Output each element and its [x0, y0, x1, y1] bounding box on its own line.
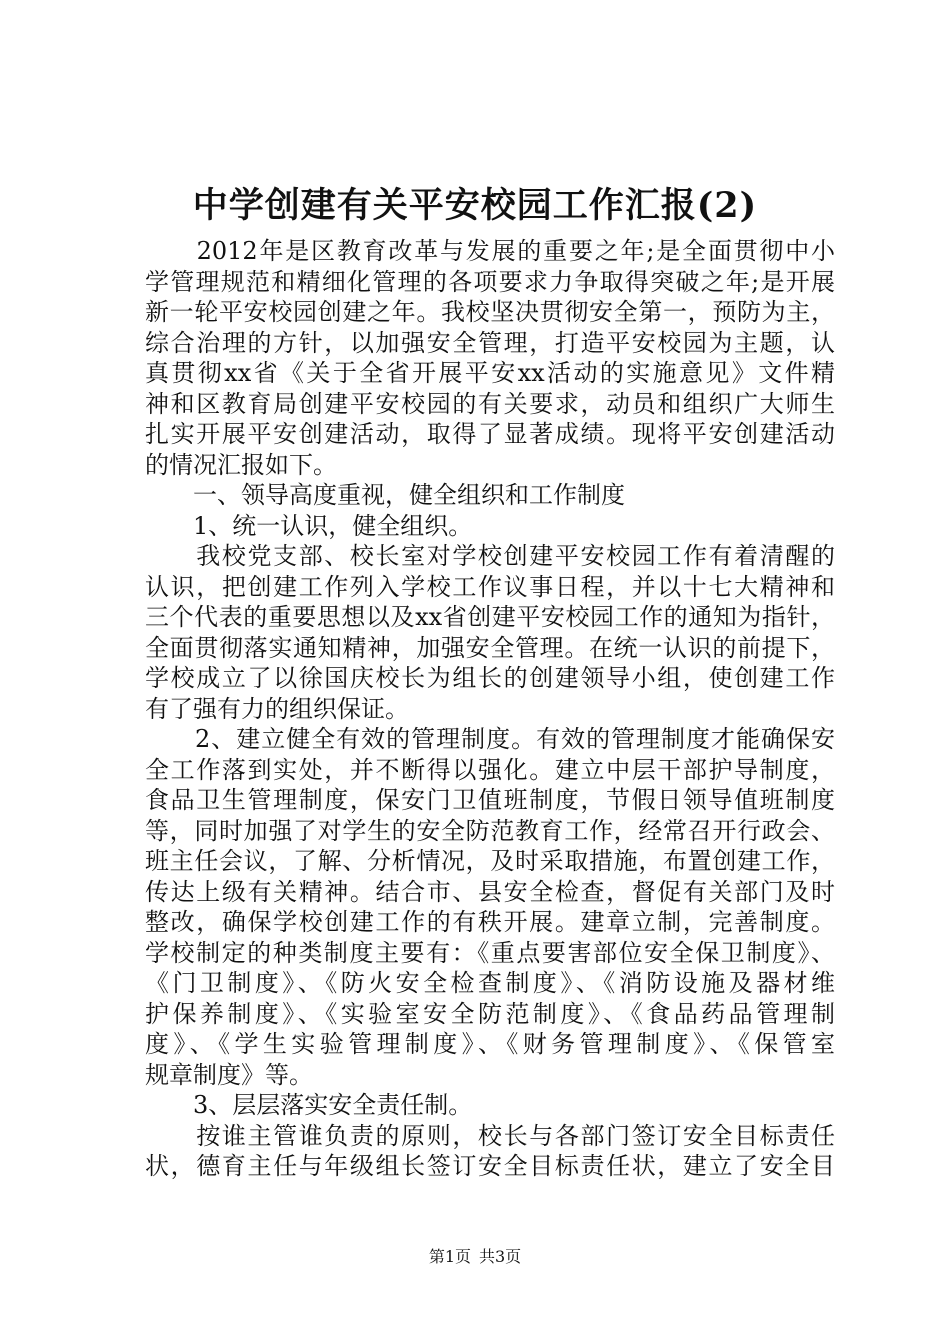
text-line: 的情况汇报如下。: [145, 450, 337, 479]
text-line: 新一轮平安校园创建之年。我校坚决贯彻安全第一，预防为主，: [145, 298, 835, 326]
text-line: 一、领导高度重视，健全组织和工作制度: [145, 481, 625, 509]
text-line: 认识，把创建工作列入学校工作议事日程，并以十七大精神和: [145, 572, 835, 601]
text-line: 班主任会议，了解、分析情况，及时采取措施，布置创建工作，: [145, 847, 835, 875]
text-line: 度》、《学生实验管理制度》、《财务管理制度》、《保管室: [145, 1030, 835, 1058]
text-line: 真贯彻xx省《关于全省开展平安xx活动的实施意见》文件精: [145, 359, 835, 387]
text-line: 学校成立了以徐国庆校长为组长的创建领导小组，使创建工作: [145, 664, 835, 692]
text-line: 学管理规范和精细化管理的各项要求力争取得突破之年;是开展: [145, 267, 835, 296]
text-line: 扎实开展平安创建活动，取得了显著成绩。现将平安创建活动: [145, 420, 835, 448]
text-line: 等，同时加强了对学生的安全防范教育工作，经常召开行政会、: [145, 816, 835, 845]
page-number: 第1页: [428, 1247, 471, 1266]
document-title: 中学创建有关平安校园工作汇报(2): [192, 185, 758, 226]
text-line: 学校制定的种类制度主要有：《重点要害部位安全保卫制度》、: [145, 938, 835, 967]
page-total: 共3页: [479, 1247, 522, 1266]
text-line: 整改，确保学校创建工作的有秩开展。建章立制，完善制度。: [145, 908, 835, 936]
text-line: 食品卫生管理制度，保安门卫值班制度，节假日领导值班制度: [145, 786, 835, 814]
text-line: 《门卫制度》、《防火安全检查制度》、《消防设施及器材维: [145, 969, 835, 997]
text-line: 护保养制度》、《实验室安全防范制度》、《食品药品管理制: [145, 999, 835, 1028]
text-line: 全工作落到实处，并不断得以强化。建立中层干部护导制度，: [145, 755, 835, 784]
text-line: 3、层层落实安全责任制。: [145, 1091, 473, 1119]
text-line: 按谁主管谁负责的原则，校长与各部门签订安全目标责任: [145, 1121, 835, 1150]
text-line: 规章制度》等。: [145, 1060, 313, 1089]
text-line: 2、建立健全有效的管理制度。有效的管理制度才能确保安: [145, 725, 835, 753]
text-line: 有了强有力的组织保证。: [145, 694, 409, 723]
document-body: [145, 236, 835, 1182]
text-line: 传达上级有关精神。结合市、县安全检查，督促有关部门及时: [145, 877, 835, 906]
text-line: 1、统一认识，健全组织。: [145, 511, 473, 540]
text-line: 综合治理的方针，以加强安全管理，打造平安校园为主题，认: [145, 328, 835, 357]
page-footer: [0, 1247, 950, 1267]
text-line: 神和区教育局创建平安校园的有关要求，动员和组织广大师生: [145, 389, 835, 418]
text-line: 全面贯彻落实通知精神，加强安全管理。在统一认识的前提下，: [145, 633, 835, 662]
text-line: 三个代表的重要思想以及xx省创建平安校园工作的通知为指针，: [145, 603, 835, 631]
text-line: 我校党支部、校长室对学校创建平安校园工作有着清醒的: [145, 542, 835, 570]
text-line: 状，德育主任与年级组长签订安全目标责任状，建立了安全目: [145, 1152, 835, 1180]
text-line: 2012年是区教育改革与发展的重要之年;是全面贯彻中小: [145, 237, 835, 265]
